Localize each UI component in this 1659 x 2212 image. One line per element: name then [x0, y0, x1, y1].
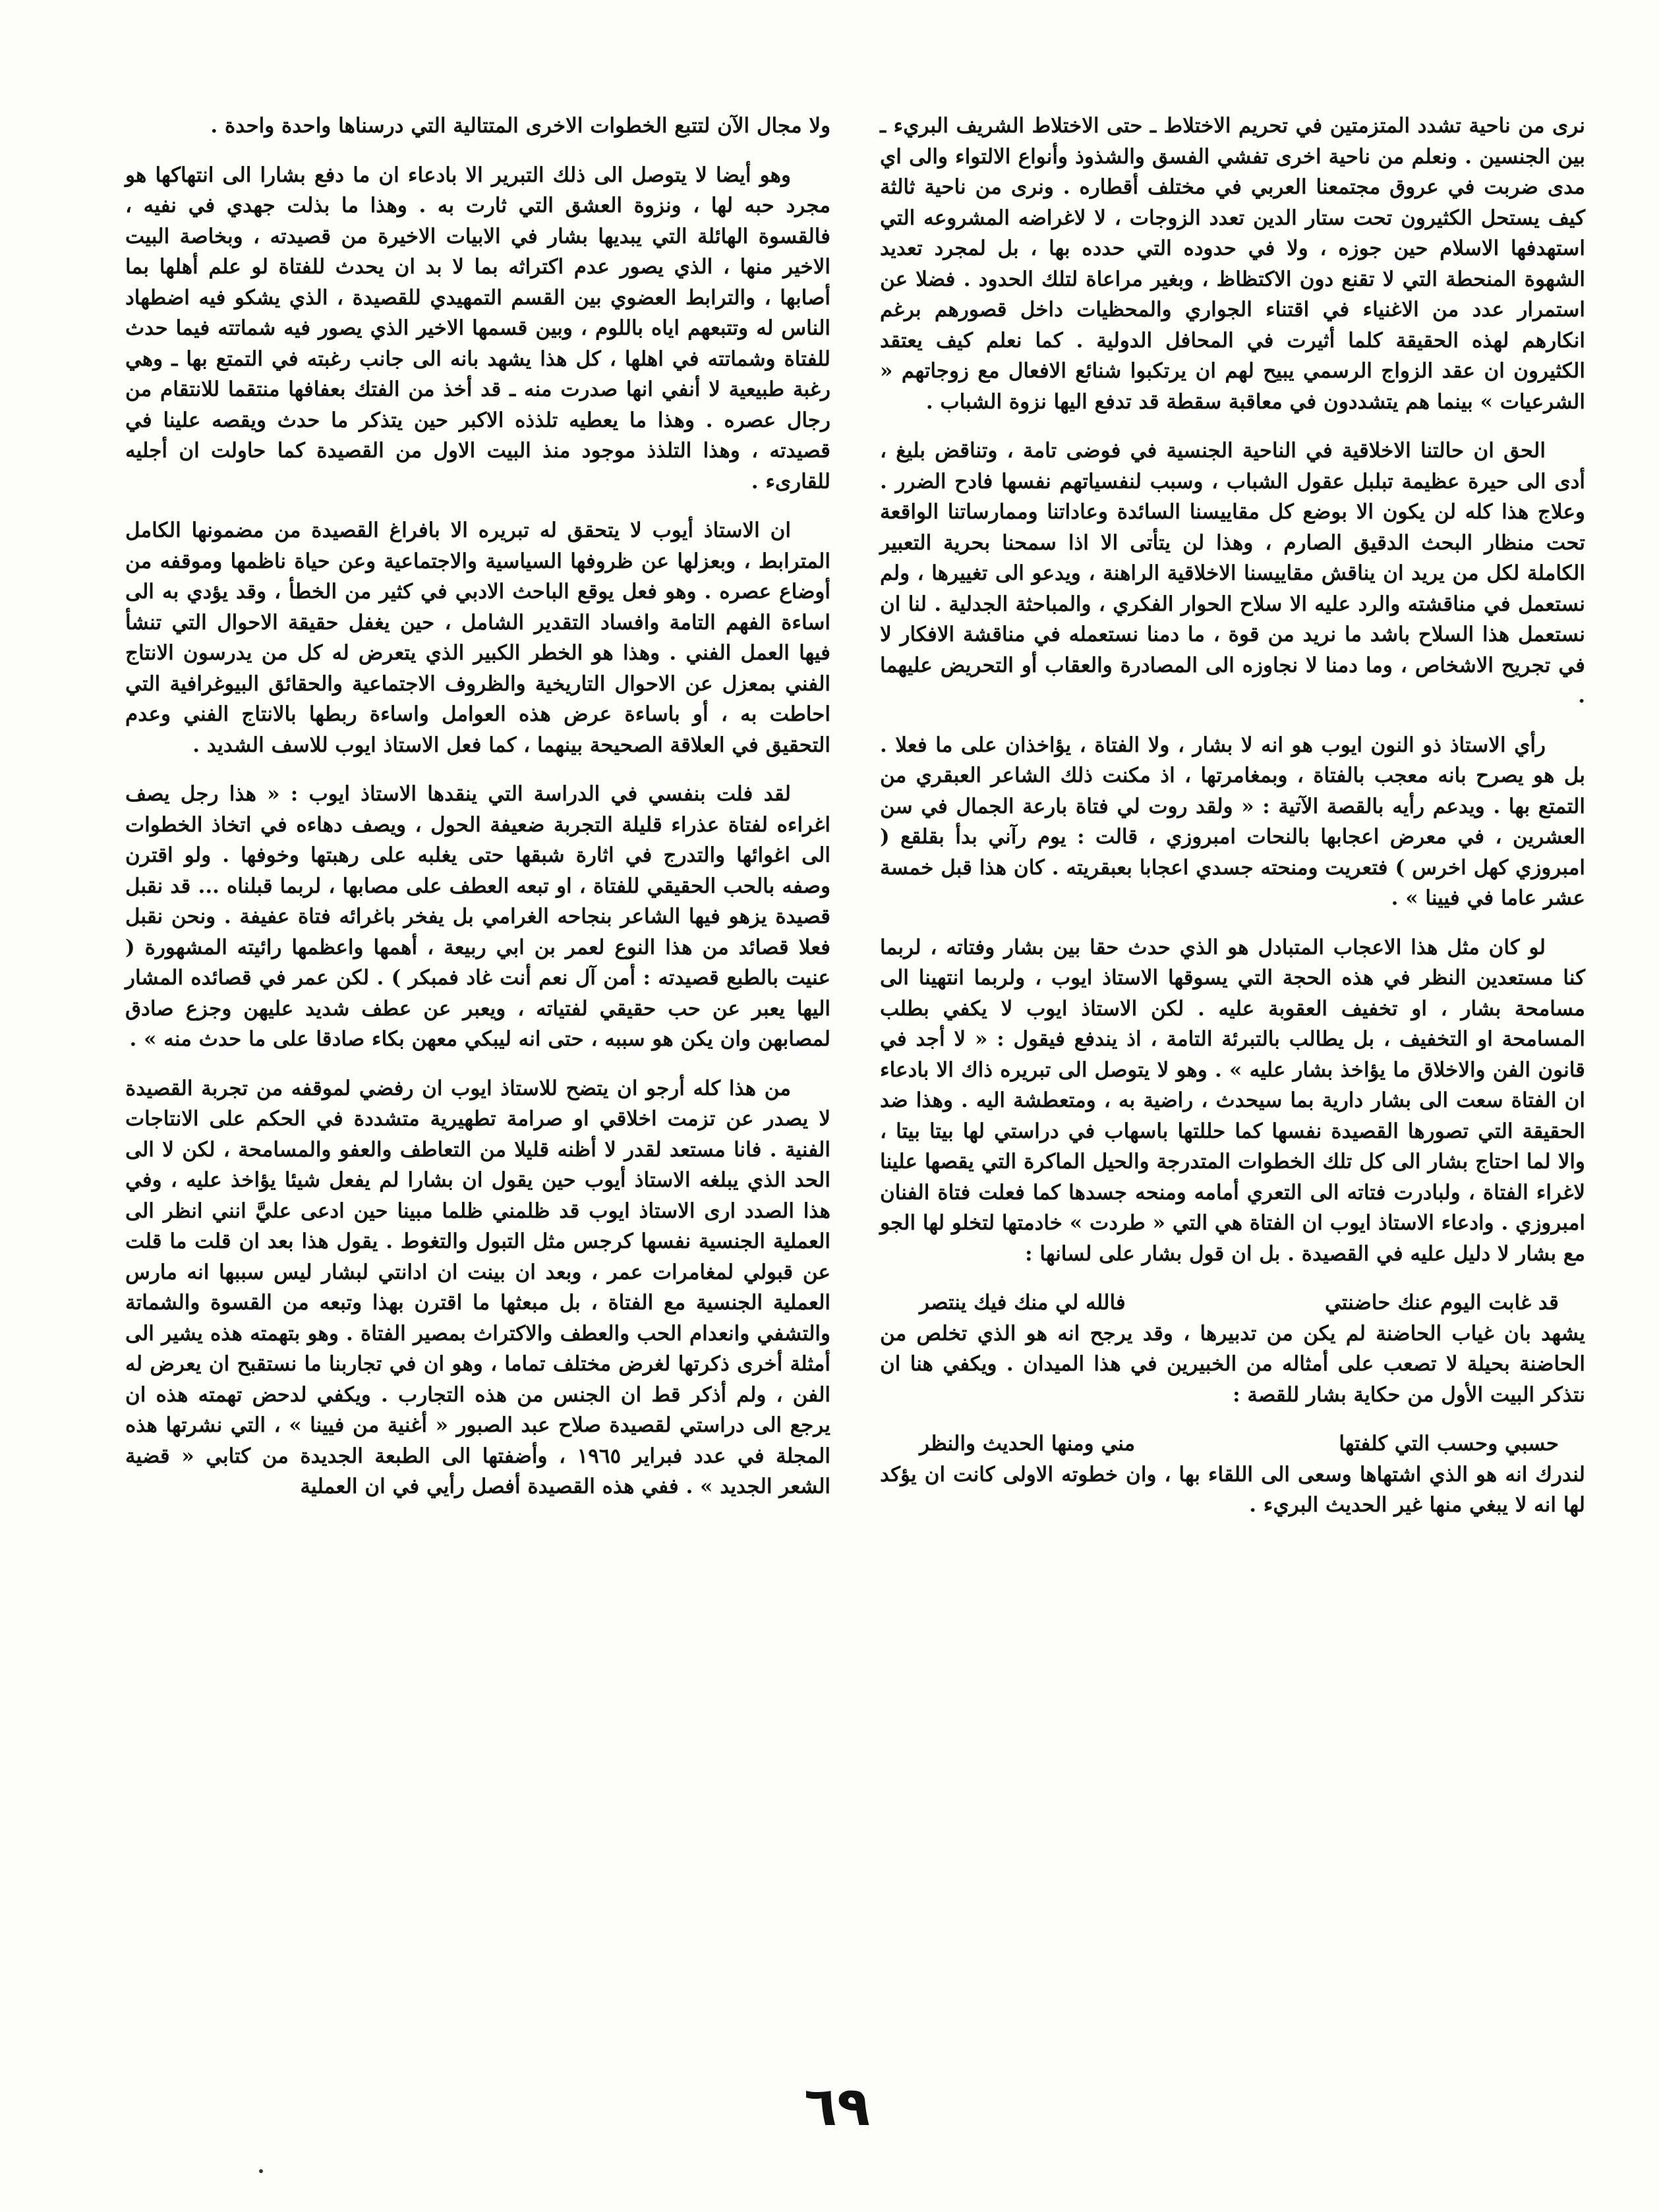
paragraph: من هذا كله أرجو ان يتضح للاستاذ ايوب ان رفضي لموقفه من تجربة القصيدة لا يصدر عن تزمت اخلاقي او صرامة تطهيرية متشددة في الحكم على الانتاجات الفنية . فانا مستعد لقدر لا أظنه قليلا من التعاطف والعفو والمسامحة ، لكن لا الى الحد الذي يبلغه الاستاذ أيوب حين يقول ان بشارا لم يفعل شيئا يؤاخذ عليه ، وفي هذا الصدد ارى الاستاذ ايوب قد ظلمني ظلما مبينا حين ادعى عليَّ انني انظر الى العملية الجنسية نفسها كرجس مثل التبول والتغوط . يقول هذا بعد ان قلت ما قلت عن قبولي لمغامرات عمر ، وبعد ان بينت ان ادانتي لبشار ليس سببها انه مارس العملية الجنسية مع الفتاة ، بل مبعثها ما اقترن بهذا وتبعه من القسوة والشماتة والتشفي وانعدام الحب والعطف والاكتراث بمصير الفتاة . وهو بتهمته هذه يشير الى أمثلة أخرى ذكرتها لغرض مختلف تماما ، وهو ان في تجاربنا ما نستقبح ان يعرض له الفن ، ولم أذكر قط ان الجنس من هذه التجارب . ويكفي لدحض تهمته هذه ان يرجع الى دراستي لقصيدة صلاح عبد الصبور « أغنية من فيينا » ، التي نشرتها هذه المجلة في عدد فبراير ١٩٦٥ ، وأضفتها الى الطبعة الجديدة من كتابي « قضية الشعر الجديد » . ففي هذه القصيدة أفصل رأيي في ان العملية: [125, 1076, 830, 1498]
verse-hemistich-second: مني ومنها الحديث والنظر: [919, 1432, 1136, 1456]
paragraph: نرى من ناحية تشدد المتزمتين في تحريم الاختلاط ـ حتى الاختلاط الشريف البريء ـ بين الجنسين . ونعلم من ناحية اخرى تفشي الفسق والشذوذ وأنواع الالتواء والى اي مدى ضربت في عروق مجتمعنا العربي في مختلف أقطاره . ونرى من ناحية ثالثة كيف يستحل الكثيرون تحت ستار الدين تعدد الزوجات ، لا لاغراضه المشروعه التي استهدفها الاسلام حين جوزه ، ولا في حدوده التي حدده بها ، بل لمجرد تعديد الشهوة المنحطة التي لا تقنع دون الاكتظاظ ، وبغير مراعاة لتلك الحدود . فضلا عن استمرار عدد من الاغنياء في اقتناء الجواري والمحظيات داخل قصورهم برغم انكارهم لهذه الحقيقة كلما أثيرت في المحافل الدولية . كما نعلم كيف يعتقد الكثيرون ان عقد الزواج الرسمي يبيح لهم ان يرتكبوا شنائع الافعال مع زوجاتهم « الشرعيات » بينما هم يتشددون في معاقبة سقطة قد تدفع اليها نزوة الشباب .: [880, 114, 1585, 414]
paragraph: لقد فلت بنفسي في الدراسة التي ينقدها الاستاذ ايوب : « هذا رجل يصف اغراءه لفتاة عذراء قليلة التجربة ضعيفة الحول ، ويصف دهاءه في اتخاذ الخطوات الى اغوائها والتدرج في اثارة شبقها حتى يغلبه على رهبتها وخوفها . ولو اقترن وصفه بالحب الحقيقي للفتاة ، او تبعه العطف على مصابها ، لربما قبلناه ... قد نقبل قصيدة يزهو فيها الشاعر بنجاحه الغرامي بل يفخر باغرائه فتاة عفيفة . ونحن نقبل فعلا قصائد من هذا النوع لعمر بن ابي ربيعة ، أهمها واعظمها رائيته المشهورة ( عنيت بالطبع قصيدته : أمن آل نعم أنت غاد فمبكر ) . لكن عمر في قصائده المشار اليها يعبر عن حب حقيقي لفتياته ، ويعبر عن عطف شديد عليهن وجزع صادق لمصابهن وان يكن هو سببه ، حتى انه ليبكي معهن بكاء صادقا على ما حدث منه » .: [125, 782, 830, 1051]
poem-verse: [880, 1429, 1585, 1460]
paragraph: ولا مجال الآن لتتبع الخطوات الاخرى المتتالية التي درسناها واحدة واحدة .: [210, 114, 830, 138]
left-column: [125, 111, 830, 1521]
paragraph: ان الاستاذ أيوب لا يتحقق له تبريره الا بافراغ القصيدة من مضمونها الكامل المترابط ، وبعزلها عن ظروفها السياسية والاجتماعية وعن حياة ناظمها وموقفه من أوضاع عصره . وهو فعل يوقع الباحث الادبي في كثير من الخطأ ، وقد يؤدي به الى اساءة الفهم التامة وافساد التقدير الشامل ، حين يغفل حقيقة الاحوال التي تنشأ فيها العمل الفني . وهذا هو الخطر الكبير الذي يتعرض له كل من يدرسون الانتاج الفني بمعزل عن الاحوال التاريخية والظروف الاجتماعية والحقائق البيوغرافية التي احاطت به ، أو باساءة عرض هذه العوامل واساءة ربطها بالانتاج الفني وعدم التحقيق في العلاقة الصحيحة بينهما ، كما فعل الاستاذ ايوب للاسف الشديد .: [125, 519, 830, 757]
verse-hemistich-second: فالله لي منك فيك ينتصر: [919, 1291, 1126, 1315]
page-number: ٦٩: [803, 2076, 871, 2138]
paragraph: رأي الاستاذ ذو النون ايوب هو انه لا بشار ، ولا الفتاة ، يؤاخذان على ما فعلا . بل هو يصرح بانه معجب بالفتاة ، وبمغامرتها ، اذ مكنت ذلك الشاعر العبقري من التمتع بها . ويدعم رأيه بالقصة الآتية : « ولقد روت لي فتاة بارعة الجمال في سن العشرين ، في معرض اعجابها بالنحات امبروزي ، قالت : يوم رآني بدأ بقلقع ( امبروزي كهل اخرس ) فتعريت ومنحته جسدي اعجابا بعبقريته . كان هذا قبل خمسة عشر عاما في فيينا » .: [880, 733, 1585, 910]
print-speck: [259, 2169, 263, 2173]
paragraph: لو كان مثل هذا الاعجاب المتبادل هو الذي حدث حقا بين بشار وفتاته ، لربما كنا مستعدين النظر في هذه الحجة التي يسوقها الاستاذ ايوب ، ولربما انتهينا الى مسامحة بشار ، او تخفيف العقوبة عليه . لكن الاستاذ ايوب لا يكفي بطلب المسامحة او التخفيف ، بل يطالب بالتبرئة التامة ، اذ يندفع فيقول : « لا أجد في قانون الفن والاخلاق ما يؤاخذ بشار عليه » . وهو لا يتوصل الى تبريره ذاك الا بادعاء ان الفتاة سعت الى بشار دارية بما سيحدث ، راضية به ، ومتعطشة اليه . وهذا ضد الحقيقة التي تصورها القصيدة نفسها كما حللتها باسهاب في دراستي لها بيتا بيتا ، والا لما احتاج بشار الى كل تلك الخطوات المتدرجة والحيل الماكرة التي يقصها علينا لاغراء الفتاة ، ولبادرت فتاته الى التعري أمامه ومنحه جسدها كما فعلت فتاة الفنان امبروزي . وادعاء الاستاذ ايوب ان الفتاة هي التي « طردت » خادمتها لتخلو لها الجو مع بشار لا دليل عليه في القصيدة . بل ان قول بشار على لسانها :: [880, 935, 1585, 1266]
verse-hemistich-first: قد غابت اليوم عنك حاضنتي: [1324, 1291, 1559, 1315]
paragraph: الحق ان حالتنا الاخلاقية في الناحية الجنسية في فوضى تامة ، وتناقض بليغ ، أدى الى حيرة عظيمة تبلبل عقول الشباب ، وسبب لنفسياتهم نفسها فادح الضرر . وعلاج هذا كله لن يكون الا بوضع كل مقاييسنا السائدة وعاداتنا وممارساتنا الواقعة تحت منظار البحث الدقيق الصارم ، وهذا لن يتأتى الا اذا سمحنا بحرية التعبير الكاملة لكل من يريد ان يناقش مقاييسنا الاخلاقية الراهنة ، ويدعو الى تغييرها ، ولم نستعمل في مناقشته والرد عليه الا سلاح الحوار الفكري ، والمباحثة الجدلية . لنا ان نستعمل هذا السلاح باشد ما نريد من قوة ، ما دمنا نستعمله في مناقشة الافكار لا في تجريح الاشخاص ، وما دمنا لا نجاوزه الى المصادرة والعقاب أو التحريض عليهما .: [880, 439, 1585, 708]
right-column: [880, 111, 1585, 1539]
paragraph: لندرك انه هو الذي اشتهاها وسعى الى اللقاء بها ، وان خطوته الاولى كانت ان يؤكد لها انه لا يبغي منها غير الحديث البريء .: [880, 1462, 1585, 1517]
paragraph: وهو أيضا لا يتوصل الى ذلك التبرير الا بادعاء ان ما دفع بشارا الى انتهاكها هو مجرد حبه لها ، ونزوة العشق التي ثارت به . وهذا ما بذلت جهدي في نفيه ، فالقسوة الهائلة التي يبديها بشار في الابيات الاخيرة من قصيدته ، وبخاصة البيت الاخير منها ، الذي يصور عدم اكتراثه بما لا بد ان يحدث للفتاة لو علم أهلها بما أصابها ، والترابط العضوي بين القسم التمهيدي للقصيدة ، الذي يشكو فيه اضطهاد الناس له وتتبعهم اياه باللوم ، وبين قسمها الاخير الذي يصور فيه شماتته فيما حدث للفتاة وشماتته في اهلها ، كل هذا يشهد بانه الى جانب رغبته في التمتع بها ـ وهي رغبة طبيعية لا أنفي انها صدرت منه ـ قد أخذ من الفتك بعفافها منتقما للانتقام من رجال عصره . وهذا ما يعطيه تلذذه الاكبر حين يتذكر ما حدث ويقصه علينا في قصيدته ، وهذا التلذذ موجود منذ البيت الاول من القصيدة كما حاولت ان أجليه للقارىء .: [125, 163, 830, 494]
verse-hemistich-first: حسبي وحسب التي كلفتها: [1339, 1432, 1559, 1456]
paragraph: يشهد بان غياب الحاضنة لم يكن من تدبيرها ، وقد يرجح انه هو الذي تخلص من الحاضنة بحيلة لا تصعب على أمثاله من الخبيرين في هذا الميدان . ويكفي هنا ان نتذكر البيت الأول من حكاية بشار للقصة :: [880, 1321, 1585, 1407]
poem-verse: [880, 1288, 1585, 1319]
